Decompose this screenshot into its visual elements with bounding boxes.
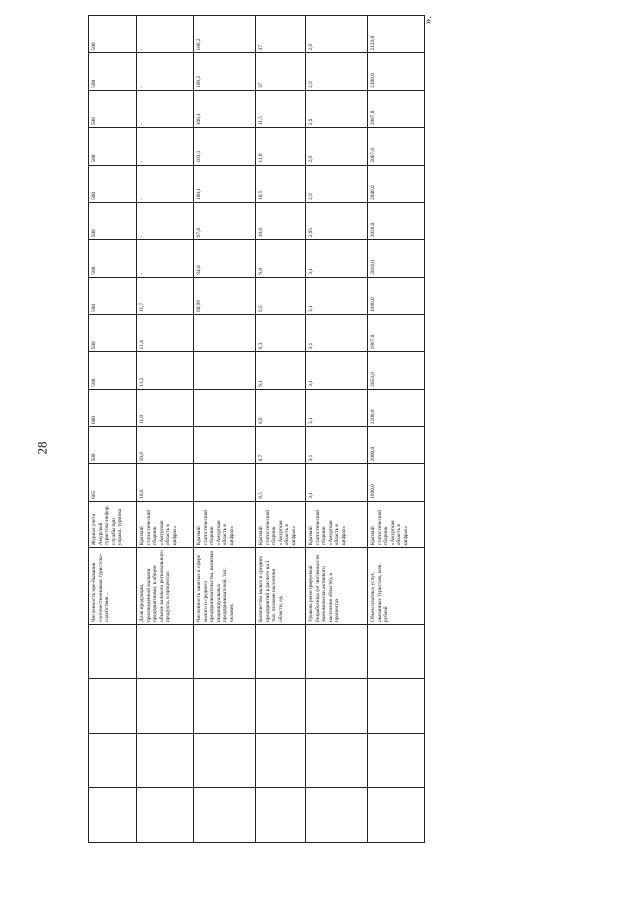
year-cell: 500 bbox=[89, 53, 137, 90]
value-cell: 3,1 bbox=[306, 427, 368, 464]
year-cell: 500 bbox=[89, 427, 137, 464]
value-cell: 94,0 bbox=[194, 240, 256, 277]
blank-cell bbox=[137, 679, 194, 734]
indicator-cell: Уровень регистрируемой безработицы (от численности экономически активного населения области), в процентах bbox=[306, 548, 368, 625]
value-cell: 2,9 bbox=[306, 90, 368, 127]
value-cell: 3,1 bbox=[306, 389, 368, 426]
value-cell: 11,0 bbox=[137, 389, 194, 426]
value-cell: 1967,0 bbox=[368, 314, 425, 351]
rotated-table-wrapper bbox=[88, 15, 424, 843]
year-cell: 500 bbox=[89, 128, 137, 165]
value-cell: 100,1 bbox=[194, 165, 256, 202]
indicator-cell: Численность занятых в сфере малого и среднего предпринимательства, включая индивидуальных предпринимателей, тыс. человек bbox=[194, 548, 256, 625]
value-cell bbox=[194, 389, 256, 426]
table-row bbox=[194, 16, 256, 843]
value-cell: 106,1 bbox=[194, 90, 256, 127]
value-cell: 2067,0 bbox=[368, 128, 425, 165]
blank-cell bbox=[89, 624, 137, 679]
blank-cell bbox=[194, 624, 256, 679]
value-cell: 37 bbox=[256, 53, 306, 90]
value-cell bbox=[194, 427, 256, 464]
blank-cell bbox=[256, 624, 306, 679]
value-cell: 2129,0 bbox=[368, 16, 425, 53]
value-cell: - bbox=[137, 90, 194, 127]
value-cell: - bbox=[137, 240, 194, 277]
table-row bbox=[256, 16, 306, 843]
indicator-cell: Численность пре-бывания соотечественников туристско-содействия ... bbox=[89, 548, 137, 625]
blank-cell bbox=[137, 733, 194, 788]
year-cell: 500 bbox=[89, 314, 137, 351]
blank-cell bbox=[137, 624, 194, 679]
blank-cell bbox=[89, 679, 137, 734]
blank-cell bbox=[306, 733, 368, 788]
table-row bbox=[89, 16, 137, 843]
source-cell: Журнал учета Амурской туристско-инфор. службы при управл. туризма bbox=[89, 501, 137, 547]
indicator-cell: Доля продукции, произведенной малыми предприятиями, в общем объеме валового регионального продукта, в процентах bbox=[137, 548, 194, 625]
value-cell bbox=[194, 314, 256, 351]
value-cell: 2,9 bbox=[306, 16, 368, 53]
year-cell: 600 bbox=[89, 389, 137, 426]
blank-cell bbox=[306, 788, 368, 843]
source-cell: Краткий статистический сборник «Амурская область в цифрах» bbox=[137, 501, 194, 547]
blank-cell bbox=[89, 733, 137, 788]
blank-cell bbox=[256, 679, 306, 734]
value-cell: 1900,0 bbox=[368, 464, 425, 501]
value-cell: 9,8 bbox=[256, 240, 306, 277]
page-number: 28 bbox=[34, 441, 50, 455]
value-cell: 3,1 bbox=[306, 240, 368, 277]
year-cell: 500 bbox=[89, 352, 137, 389]
source-cell: Краткий статистический сборник «Амурская область в цифрах» bbox=[368, 501, 425, 547]
value-cell: 109,2 bbox=[194, 53, 256, 90]
value-cell: 2,95 bbox=[306, 202, 368, 239]
blank-cell bbox=[368, 788, 425, 843]
year-cell: 500 bbox=[89, 165, 137, 202]
value-cell: - bbox=[137, 128, 194, 165]
blank-cell bbox=[306, 679, 368, 734]
value-cell: 10,6 bbox=[137, 464, 194, 501]
value-cell: 2,9 bbox=[306, 53, 368, 90]
value-cell: 2108,0 bbox=[368, 53, 425, 90]
value-cell: 3,1 bbox=[306, 277, 368, 314]
value-cell: 97,0 bbox=[194, 202, 256, 239]
blank-cell bbox=[368, 733, 425, 788]
value-cell: 10,8 bbox=[137, 427, 194, 464]
table-row bbox=[368, 16, 425, 843]
blank-cell bbox=[89, 788, 137, 843]
value-cell: 90,99 bbox=[194, 277, 256, 314]
table-row bbox=[306, 16, 368, 843]
value-cell: 3,1 bbox=[306, 464, 368, 501]
value-cell: 109,2 bbox=[194, 16, 256, 53]
value-cell: 11,4 bbox=[137, 314, 194, 351]
blank-cell bbox=[137, 788, 194, 843]
value-cell: 2016,0 bbox=[368, 240, 425, 277]
value-cell: 103,1 bbox=[194, 128, 256, 165]
value-cell: 2046,0 bbox=[368, 165, 425, 202]
value-cell: 3,1 bbox=[306, 314, 368, 351]
year-cell: 500 bbox=[89, 277, 137, 314]
source-cell: Краткий статистический сборник «Амурская область в цифрах» bbox=[256, 501, 306, 547]
value-cell: 8,7 bbox=[256, 427, 306, 464]
value-cell: 1986,0 bbox=[368, 277, 425, 314]
indicators-table bbox=[88, 15, 425, 843]
year-cell: 500 bbox=[89, 16, 137, 53]
blank-cell bbox=[368, 679, 425, 734]
value-cell: 11,7 bbox=[137, 277, 194, 314]
value-cell: 2053,9 bbox=[368, 352, 425, 389]
value-cell: 9,3 bbox=[256, 314, 306, 351]
value-cell: 8,9 bbox=[256, 389, 306, 426]
value-cell: 10,0 bbox=[256, 202, 306, 239]
value-cell: - bbox=[137, 165, 194, 202]
indicator-cell: Объем платных услуг, оказанных туристам, млн. рублей bbox=[368, 548, 425, 625]
value-cell: 11,0 bbox=[256, 128, 306, 165]
blank-cell bbox=[194, 788, 256, 843]
value-cell: 2100,0 bbox=[368, 389, 425, 426]
value-cell: 2026,0 bbox=[368, 202, 425, 239]
value-cell: 3,1 bbox=[306, 352, 368, 389]
value-cell: - bbox=[137, 202, 194, 239]
year-cell: 500 bbox=[89, 240, 137, 277]
value-cell: 11,2 bbox=[137, 352, 194, 389]
blank-cell bbox=[194, 733, 256, 788]
value-cell: 2,9 bbox=[306, 128, 368, 165]
value-cell: 2,9 bbox=[306, 165, 368, 202]
value-cell bbox=[194, 464, 256, 501]
value-cell: 9,1 bbox=[256, 352, 306, 389]
value-cell: 8,5 bbox=[256, 464, 306, 501]
blank-cell bbox=[256, 788, 306, 843]
value-cell: 2000,0 bbox=[368, 427, 425, 464]
year-cell: 665 bbox=[89, 464, 137, 501]
value-cell: 10,5 bbox=[256, 165, 306, 202]
value-cell: - bbox=[137, 16, 194, 53]
blank-cell bbox=[194, 679, 256, 734]
closing-mark: ». bbox=[422, 15, 435, 25]
blank-cell bbox=[306, 624, 368, 679]
source-cell: Краткий статистический сборник «Амурская область в цифрах» bbox=[306, 501, 368, 547]
value-cell: 11,5 bbox=[256, 90, 306, 127]
value-cell: - bbox=[137, 53, 194, 90]
value-cell: 2087,0 bbox=[368, 90, 425, 127]
year-cell: 500 bbox=[89, 90, 137, 127]
value-cell: 37 bbox=[256, 16, 306, 53]
blank-cell bbox=[368, 624, 425, 679]
value-cell: 9,5 bbox=[256, 277, 306, 314]
year-cell: 500 bbox=[89, 202, 137, 239]
value-cell bbox=[194, 352, 256, 389]
blank-cell bbox=[256, 733, 306, 788]
table-row bbox=[137, 16, 194, 843]
indicator-cell: Количество малых и средних предприятий в расчете на 1 тыс. человек населения области, ед. bbox=[256, 548, 306, 625]
source-cell: Краткий статистический сборник «Амурская область в цифрах» bbox=[194, 501, 256, 547]
